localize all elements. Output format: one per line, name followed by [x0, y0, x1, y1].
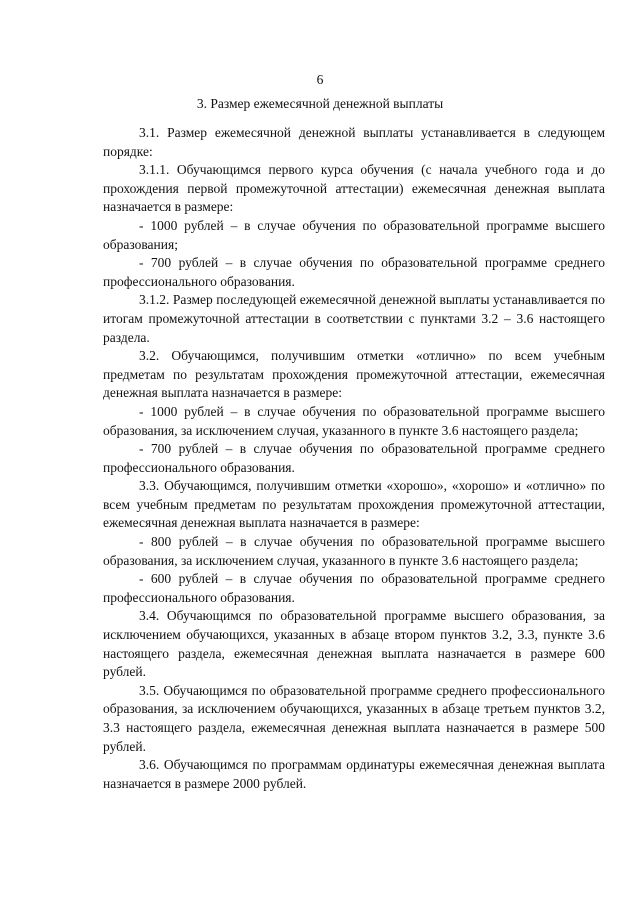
section-body: [103, 124, 605, 793]
paragraph-3-1-1: 3.1.1. Обучающимся первого курса обучения (с начала учебного года и до прохождения первой промежуточной аттестации) ежемесячная денежная выплата назначается в размере:: [103, 162, 605, 215]
list-item-3-1-1-higher: - 1000 рублей – в случае обучения по образовательной программе высшего образования;: [103, 217, 605, 252]
list-item-3-2-secondary: - 700 рублей – в случае обучения по образовательной программе среднего профессионального образования.: [103, 441, 605, 475]
list-item-3-3-higher: - 800 рублей – в случае обучения по образовательной программе высшего образования, за исключением случая, указанного в пункте 3.6 настоящего раздела;: [103, 534, 605, 568]
paragraph-3-4: 3.4. Обучающимся по образовательной программе высшего образования, за исключением обучающихся, указанных в абзаце втором пунктов 3.2, 3.3, пункте 3.6 настоящего раздела, ежемесячная денежная выплата назначается в размере 600 рублей.: [103, 608, 605, 680]
list-item-3-2-higher: - 1000 рублей – в случае обучения по образовательной программе высшего образования, за исключением случая, указанного в пункте 3.6 настоящего раздела;: [103, 403, 605, 438]
paragraph-3-6: 3.6. Обучающимся по программам ординатуры ежемесячная денежная выплата назначается в размере 2000 рублей.: [103, 757, 605, 791]
section-title: 3. Размер ежемесячной денежной выплаты: [196, 96, 444, 111]
paragraph-3-5: 3.5. Обучающимся по образовательной программе среднего профессионального образования, за исключением обучающихся, указанных в абзаце третьем пунктов 3.2, 3.3 настоящего раздела, ежемесячная денежная выплата назначается в размере 500 рублей.: [103, 682, 605, 754]
list-item-3-1-1-secondary: - 700 рублей – в случае обучения по образовательной программе среднего профессионального образования.: [103, 255, 605, 289]
paragraph-3-3: 3.3. Обучающимся, получившим отметки «хорошо», «хорошо» и «отлично» по всем учебным предметам по результатам прохождения промежуточной аттестации, ежемесячная денежная выплата назначается в размере:: [103, 478, 605, 531]
paragraph-3-1: 3.1. Размер ежемесячной денежной выплаты устанавливается в следующем порядке:: [103, 125, 605, 159]
paragraph-3-1-2: 3.1.2. Размер последующей ежемесячной денежной выплаты устанавливается по итогам промежуточной аттестации в соответствии с пунктами 3.2 – 3.6 настоящего раздела.: [103, 292, 605, 345]
list-item-3-3-secondary: - 600 рублей – в случае обучения по образовательной программе среднего профессионального образования.: [103, 571, 605, 605]
page-number: 6: [316, 72, 324, 87]
paragraph-3-2: 3.2. Обучающимся, получившим отметки «отлично» по всем учебным предметам по результатам прохождения промежуточной аттестации, ежемесячная денежная выплата назначается в размере:: [103, 348, 605, 401]
